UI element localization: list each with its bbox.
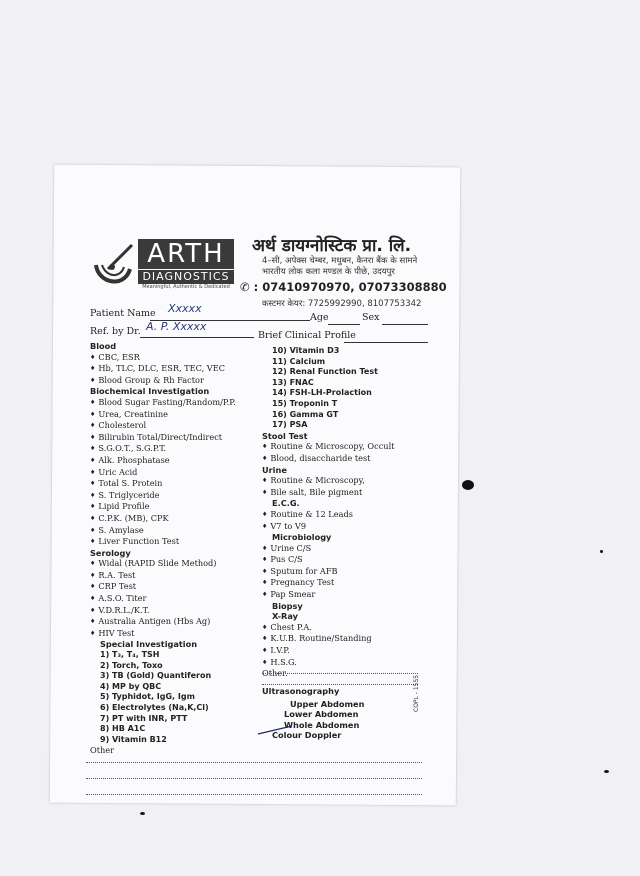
test-item: 8) HB A1C [100,724,146,734]
usg-item: Colour Doppler [272,730,342,741]
age-label: Age [310,312,329,323]
section-heading: Microbiology [272,532,332,543]
section-heading: Blood [90,341,117,351]
logo-tagline: Meaningful, Authentic & Dedicated [142,284,230,290]
test-item: ♦ HIV Test [90,628,236,640]
ultrasonography-heading: Ultrasonography [262,686,340,696]
brief-clinical-profile-line [344,342,428,343]
test-item: ♦ CRP Test [90,581,236,593]
phone-icon: ✆ [240,280,254,294]
section-heading: Biopsy [272,600,303,611]
test-item: ♦ Routine & Microscopy, Occult [262,441,394,453]
handwritten-tick-mark [256,722,296,736]
test-item: ♦ C.P.K. (MB), CPK [90,513,236,525]
test-item: ♦ Blood Group & Rh Factor [90,375,236,387]
test-item: 4) MP by QBC [100,681,162,691]
test-item: 16) Gamma GT [272,409,339,419]
test-item: Other. [262,668,288,679]
test-item: ♦ V.D.R.L./K.T. [90,605,236,617]
test-item: 13) FNAC [272,377,314,387]
test-item: ♦ Pregnancy Test [262,577,394,589]
test-item: ♦ Lipid Profile [90,501,236,513]
test-item: 7) PT with INR, PTT [100,713,188,723]
ink-dot [140,812,145,815]
test-item: ♦ V7 to V9 [262,521,394,533]
test-item: ♦ Liver Function Test [90,536,236,548]
left-test-column [90,341,236,756]
test-item: ♦ Alk. Phosphatase [90,455,236,467]
test-item: 10) Vitamin D3 [272,346,340,355]
logo-swoosh-icon [92,239,136,291]
test-item: ♦ Urine C/S [262,543,394,555]
ink-stain [462,480,474,490]
test-item: 5) Typhidot, IgG, Igm [100,692,195,702]
usg-item: Lower Abdomen [284,709,359,720]
test-item: ♦ Blood Sugar Fasting/Random/P.P. [90,397,236,409]
test-item: ♦ Uric Acid [90,467,236,479]
test-item: 15) Troponin T [272,398,338,408]
company-name: अर्थ डायग्नोस्टिक प्रा. लि. [252,236,412,256]
right-test-column [262,346,394,679]
test-item: ♦ A.S.O. Titer [90,593,236,605]
test-item: 14) FSH-LH-Prolaction [272,388,372,398]
test-item: ♦ Routine & Microscopy, [262,475,394,487]
test-item: 1) T₃, T₄, TSH [100,650,160,660]
section-heading: Serology [90,547,131,558]
other-line-right [262,673,418,674]
test-item: ♦ K.U.B. Routine/Standing [262,633,394,645]
company-logo [92,237,240,293]
test-item: 2) Torch, Toxo [100,660,163,670]
test-item: ♦ Sputum for AFB [262,566,394,578]
ref-doctor-line [140,337,254,338]
test-item: ♦ Total S. Protein [90,478,236,490]
test-item: ♦ CBC, ESR [90,352,236,364]
test-item: ♦ Bile salt, Bile pigment [262,487,394,499]
test-item: 12) Renal Function Test [272,367,378,377]
usg-item: Whole Abdomen [284,719,360,730]
ref-doctor-value: A. P. Xxxxx [146,320,207,333]
usg-item: Upper Abdomen [290,698,365,709]
logo-arth: ARTH [138,239,234,269]
phones-text: : 07410970970, 07073308880 [253,280,447,294]
test-item: ♦ Bilirubin Total/Direct/Indirect [90,432,236,444]
test-item: ♦ Urea, Creatinine [90,409,236,421]
test-item: ♦ S. Amylase [90,525,236,537]
test-item: ♦ Pus C/S [262,554,394,566]
test-item: Other [90,745,115,756]
test-item: 9) Vitamin B12 [100,734,167,744]
sex-label: Sex [362,312,380,323]
test-item: ♦ R.A. Test [90,570,236,582]
section-heading: X-Ray [272,611,298,622]
test-item: 6) Electrolytes (Na,K,Cl) [100,703,209,712]
age-line [328,324,360,325]
test-item: ♦ Cholesterol [90,420,236,432]
section-heading: Biochemical Investigation [90,386,210,397]
section-heading: E.C.G. [272,498,300,509]
customer-care: कस्टमर केयर: 7725992990, 8107753342 [262,299,422,309]
test-item: ♦ Blood, disaccharide test [262,453,394,465]
section-heading: Stool Test [262,430,308,441]
ref-doctor-label: Ref. by Dr. [90,326,141,337]
patient-name-label: Patient Name [90,308,156,319]
test-item: ♦ I.V.P. [262,645,394,657]
sex-line [382,324,428,325]
section-heading: Urine [262,464,287,475]
test-item: ♦ Routine & 12 Leads [262,509,394,521]
other-line-right-2 [262,684,418,685]
other-line-1 [86,762,422,763]
patient-name-value: Xxxxx [168,302,202,315]
other-line-2 [86,778,422,779]
brief-clinical-profile-label: Brief Clinical Profile [258,330,356,341]
test-item: ♦ Pap Smear [262,589,394,601]
ink-dot [604,770,609,773]
test-item: 17) PSA [272,420,308,430]
section-heading: Special Investigation [100,639,198,650]
test-item: 3) TB (Gold) Quantiferon [100,671,212,681]
test-item: ♦ H.S.G. [262,657,394,669]
test-item: ♦ Widal (RAPID Slide Method) [90,558,236,570]
test-item: ♦ Australia Antigen (Hbs Ag) [90,616,236,628]
logo-diagnostics: DIAGNOSTICS [138,270,234,284]
test-item: ♦ S.G.O.T., S.G.P.T. [90,443,236,455]
phone-numbers [240,280,447,294]
test-item: ♦ S. Triglyceride [90,490,236,502]
test-item: ♦ Hb, TLC, DLC, ESR, TEC, VEC [90,363,236,375]
other-line-3 [86,794,422,795]
test-item: ♦ Chest P.A. [262,622,394,634]
test-item: 11) Calcium [272,356,326,366]
form-code: COPL - 1555 [413,674,420,712]
ink-dot [600,550,603,553]
address-line-2: भारतीय लोक कला मण्डल के पीछे, उदयपुर [262,267,395,277]
address-line-1: 4–सी, अपेक्स चेम्बर, मधुबन, कैनरा बैंक के सामने [262,256,418,266]
